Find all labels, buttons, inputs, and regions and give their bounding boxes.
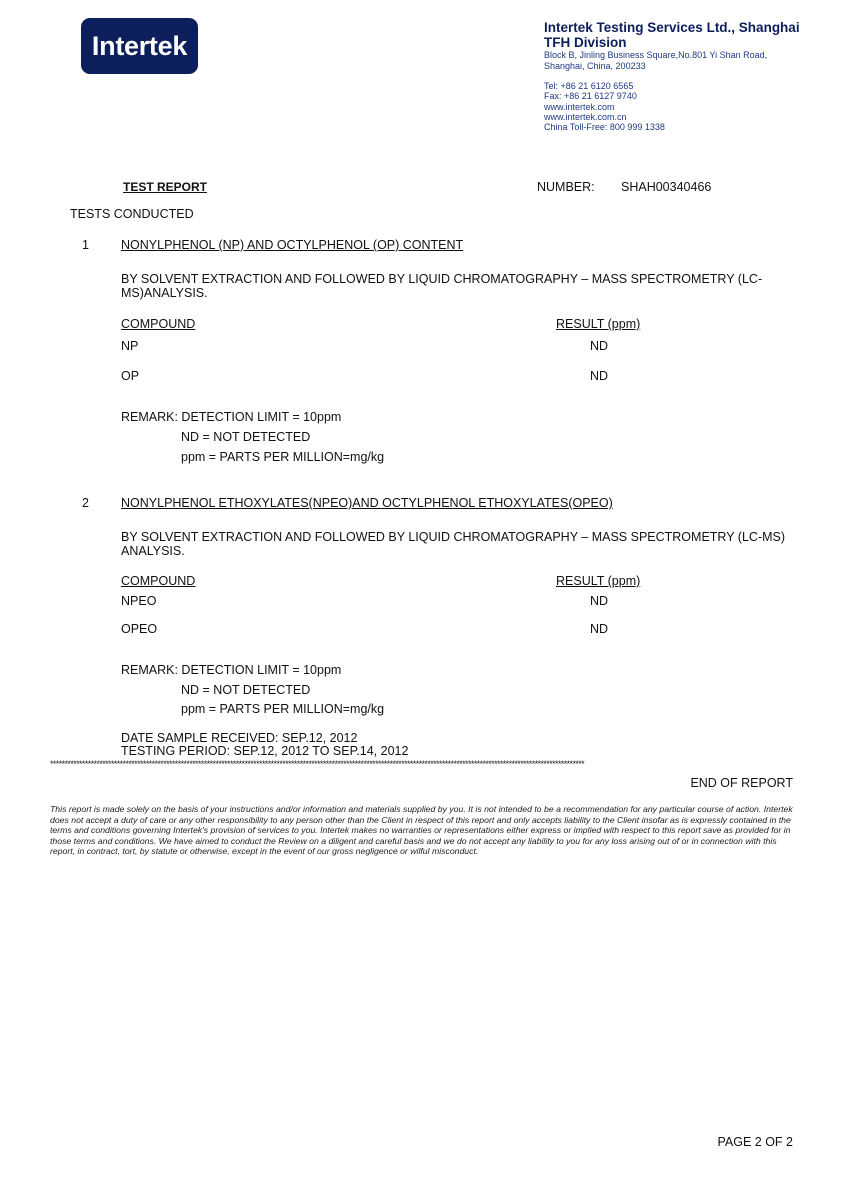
test-2-method: BY SOLVENT EXTRACTION AND FOLLOWED BY LIQUID CHROMATOGRAPHY – MASS SPECTROMETRY (LC-MS) ANALYSIS. — [121, 530, 786, 558]
test-2-remark-detection-limit: REMARK: DETECTION LIMIT = 10ppm — [121, 663, 342, 677]
contact-details — [544, 81, 665, 132]
table-row-result: ND — [590, 369, 609, 383]
separator-line: **************************************************************************************************************************************************************************************** — [50, 760, 585, 769]
address-line-1: Block B, Jinling Business Square,No.801 Yi Shan Road, — [544, 50, 768, 60]
date-sample-received: DATE SAMPLE RECEIVED: SEP.12, 2012 — [121, 731, 358, 745]
company-name: Intertek Testing Services Ltd., Shanghai — [544, 20, 800, 35]
table-row-compound: NP — [121, 339, 139, 353]
table-row-compound: OP — [121, 369, 140, 383]
report-number-value: SHAH00340466 — [621, 180, 712, 194]
table-row-compound: NPEO — [121, 594, 157, 608]
test-1-index: 1 — [82, 238, 89, 252]
report-number-label: NUMBER: — [537, 180, 595, 194]
test-1-result-header: RESULT (ppm) — [556, 317, 641, 331]
test-2-title: NONYLPHENOL ETHOXYLATES(NPEO)AND OCTYLPHENOL ETHOXYLATES(OPEO) — [121, 496, 613, 510]
end-of-report: END OF REPORT — [690, 776, 793, 790]
testing-period: TESTING PERIOD: SEP.12, 2012 TO SEP.14, 2012 — [121, 744, 409, 758]
legal-disclaimer: This report is made solely on the basis of your instructions and/or information and materials supplied by you. It is not intended to be a recommendation for any particular course of action. Intertek does not accept a duty of care or any other responsibility to any person other than the Client in respect of this report and only accepts liability to the Client insofar as is expressly contained in the terms and conditions governing Intertek's provision of services to you. Intertek makes no warranties or representations either express or implied with respect to this report save as provided for in those terms and conditions. We have aimed to conduct the Review on a diligent and careful basis and we do not accept any liability to you for any loss arising out of or in connection with this report, in contract, tort, by statute or otherwise, except in the event of our gross negligence or wilful misconduct. — [50, 804, 793, 857]
test-1-compound-header: COMPOUND — [121, 317, 196, 331]
fax: Fax: +86 21 6127 9740 — [544, 91, 637, 102]
website-cn-link[interactable]: www.intertek.com.cn — [544, 111, 627, 122]
test-2-remark-nd: ND = NOT DETECTED — [181, 683, 311, 697]
tests-conducted-heading: TESTS CONDUCTED — [70, 207, 194, 221]
division-name: TFH Division — [544, 35, 627, 50]
test-2-compound-header: COMPOUND — [121, 574, 196, 588]
company-header — [544, 20, 800, 50]
page-number: PAGE 2 OF 2 — [717, 1135, 793, 1149]
test-2-result-header: RESULT (ppm) — [556, 574, 641, 588]
test-2-remark-ppm: ppm = PARTS PER MILLION=mg/kg — [181, 702, 385, 716]
test-1-remark-detection-limit: REMARK: DETECTION LIMIT = 10ppm — [121, 410, 342, 424]
intertek-logo — [81, 18, 198, 74]
address-line-2: Shanghai, China, 200233 — [544, 60, 646, 71]
test-1-remark-ppm: ppm = PARTS PER MILLION=mg/kg — [181, 450, 385, 464]
report-title: TEST REPORT — [123, 180, 208, 194]
toll-free: China Toll-Free: 800 999 1338 — [544, 122, 665, 133]
test-1-title: NONYLPHENOL (NP) AND OCTYLPHENOL (OP) CONTENT — [121, 238, 464, 252]
company-address — [544, 50, 767, 71]
table-row-compound: OPEO — [121, 622, 158, 636]
table-row-result: ND — [590, 622, 609, 636]
test-1-remark-nd: ND = NOT DETECTED — [181, 430, 311, 444]
logo-text: Intertek — [91, 30, 188, 61]
table-row-result: ND — [590, 594, 609, 608]
table-row-result: ND — [590, 339, 609, 353]
test-1-method: BY SOLVENT EXTRACTION AND FOLLOWED BY LIQUID CHROMATOGRAPHY – MASS SPECTROMETRY (LC-MS)ANALYSIS. — [121, 272, 763, 300]
test-2-index: 2 — [82, 496, 89, 510]
website-link[interactable]: www.intertek.com — [544, 101, 615, 112]
tel: Tel: +86 21 6120 6565 — [544, 81, 634, 91]
